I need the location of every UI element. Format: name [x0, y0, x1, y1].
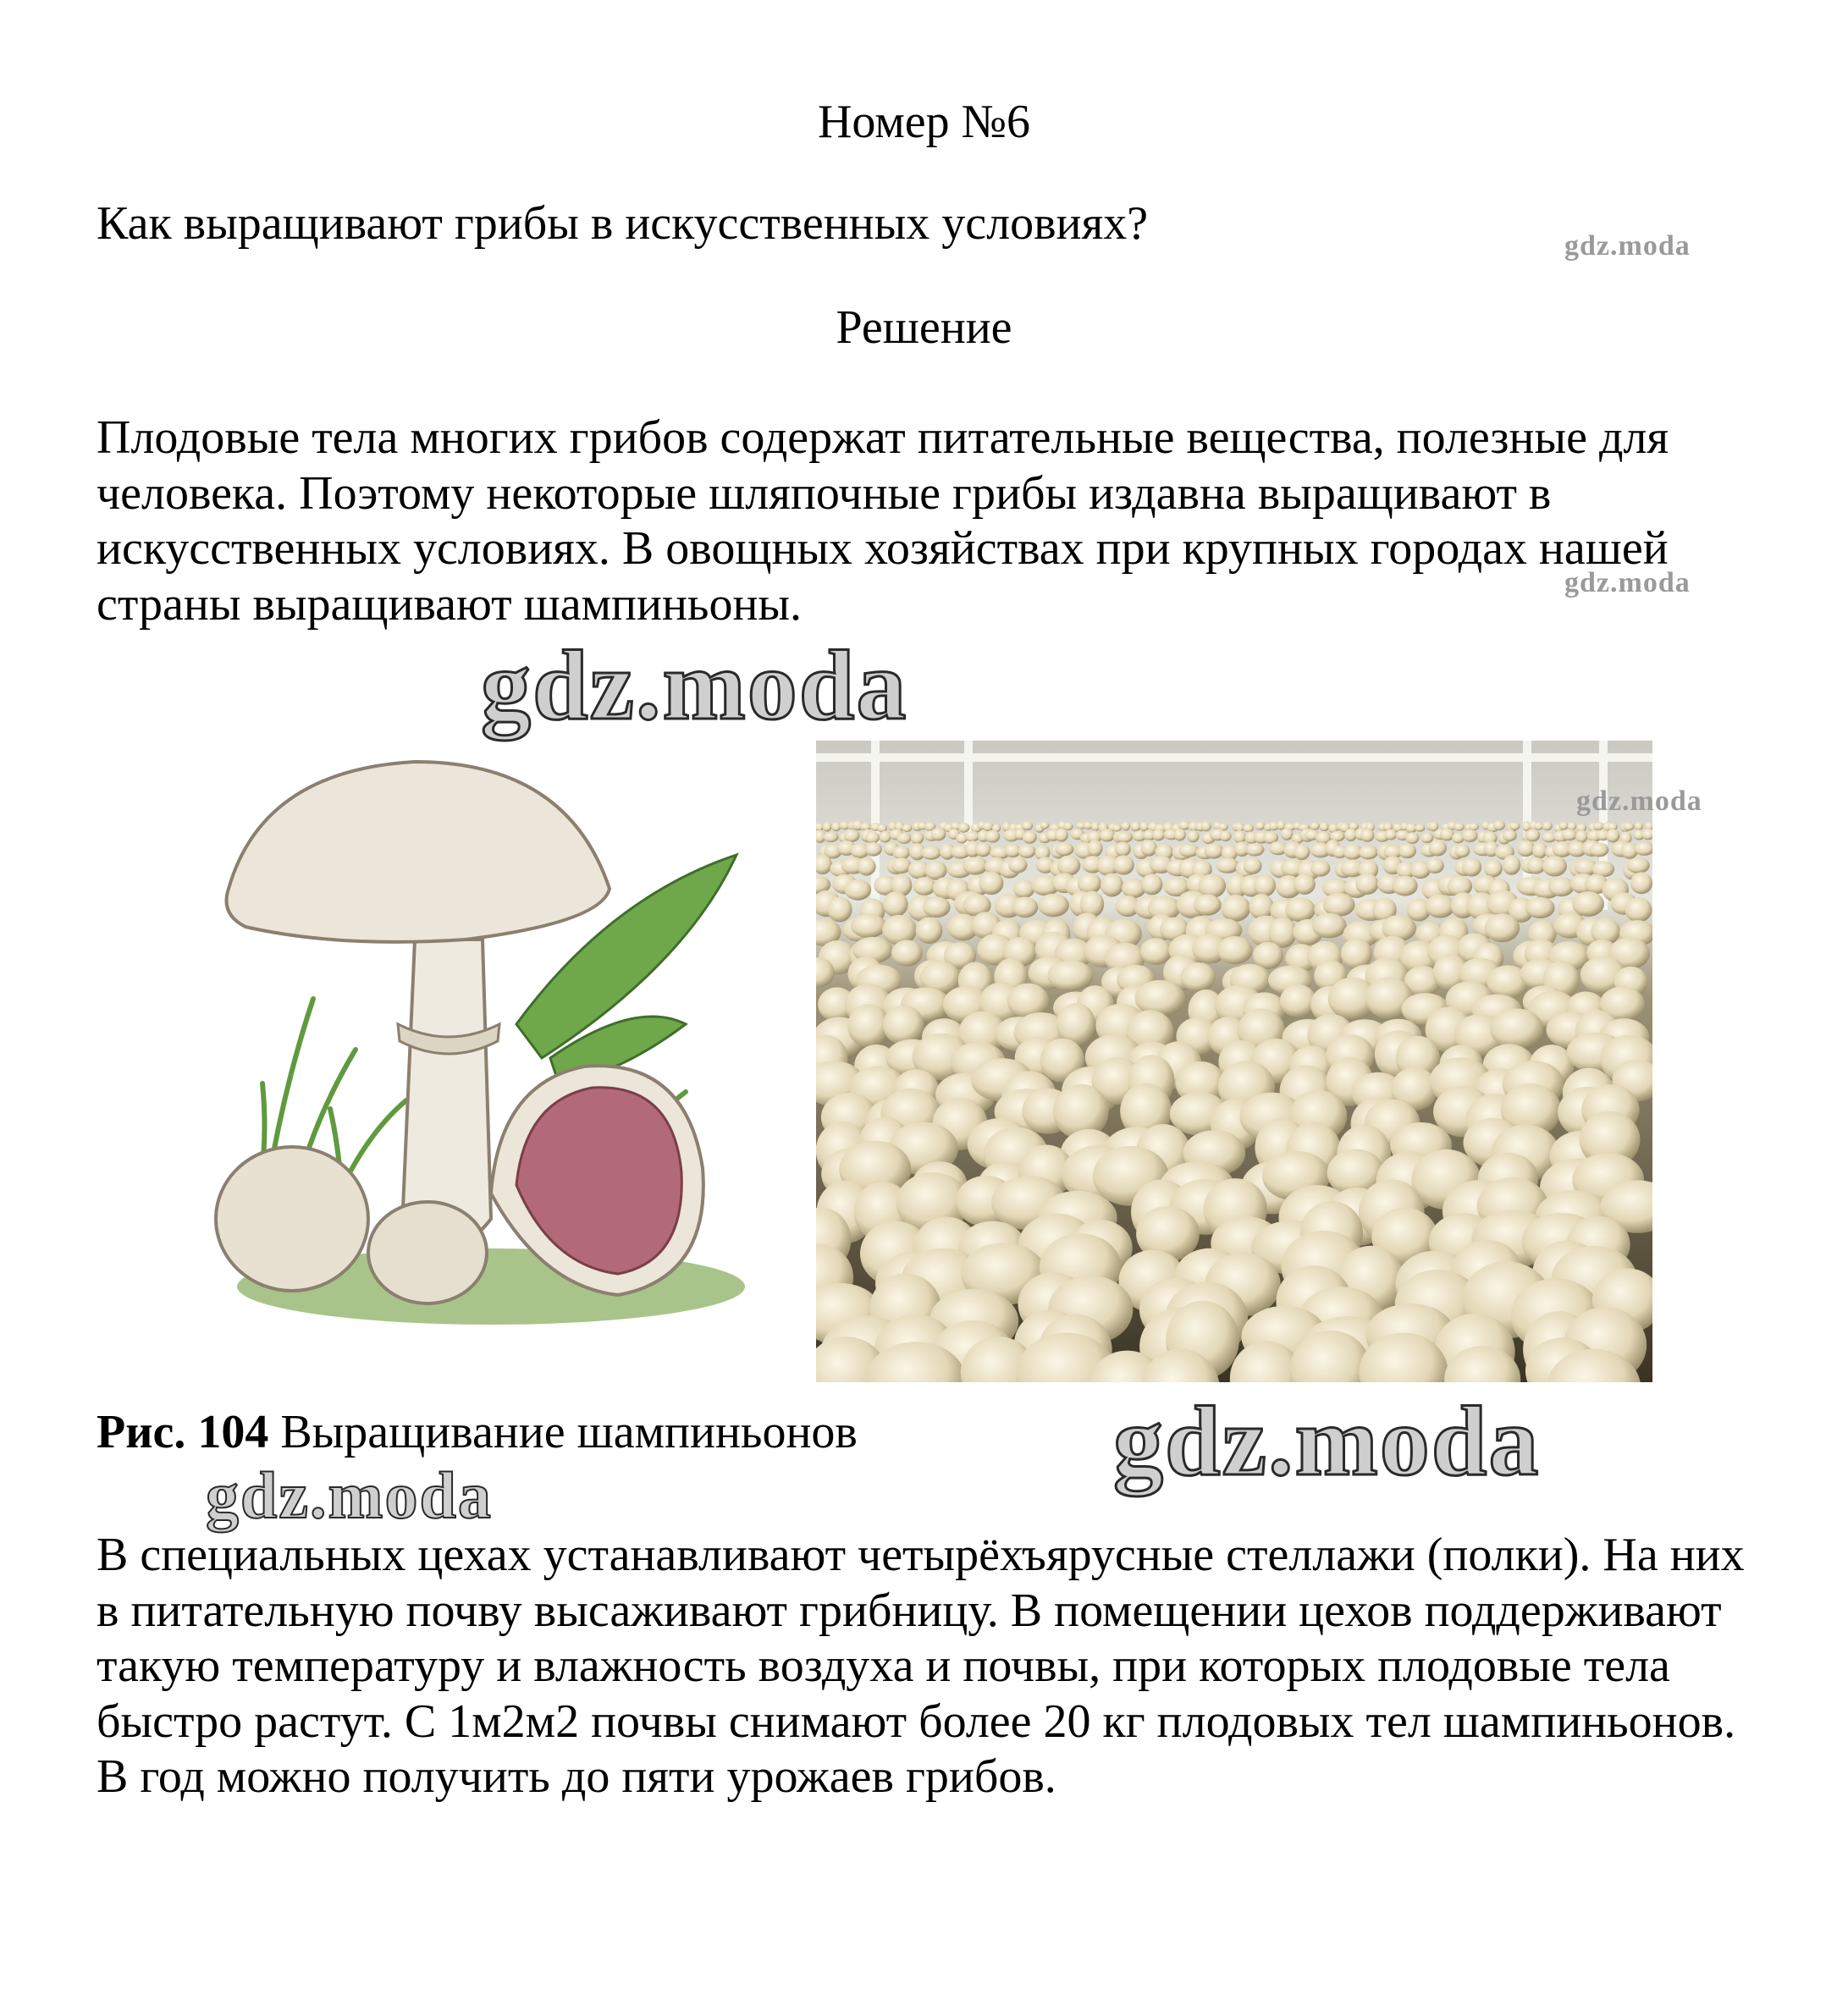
mushroom-cap-mark [1630, 872, 1652, 894]
mushroom-cap-mark [859, 823, 871, 831]
mushroom-cap-mark [1420, 832, 1433, 843]
mushroom-cap-mark [1312, 913, 1347, 939]
mushroom-farm-photo [816, 741, 1652, 1382]
mushroom-cap-mark [845, 879, 872, 901]
watermark: gdz.moda [481, 630, 908, 741]
mushroom-cap-mark [865, 842, 882, 857]
mushroom-cap-mark [1626, 857, 1650, 873]
mushroom-cap-mark [1426, 857, 1444, 873]
mushroom-cap-mark [1415, 824, 1425, 832]
mushroom-cap-mark [963, 857, 987, 874]
mushroom-cap-mark [1152, 829, 1165, 840]
mushroom-cap [227, 762, 610, 942]
figure-caption [97, 1405, 858, 1459]
farm-photo-drawing [816, 741, 1652, 1382]
mushroom-cap-mark [1517, 840, 1535, 857]
mushroom-cap-mark [1216, 936, 1252, 964]
watermark: gdz.moda [1564, 230, 1691, 262]
mushroom-illustration [212, 745, 787, 1354]
mushroom-cap-mark [1245, 843, 1264, 856]
mushroom-cap-mark [1018, 845, 1036, 858]
mushroom-cap-mark [1572, 891, 1604, 917]
mushroom-cap-mark [1490, 1009, 1543, 1050]
mushroom-cap-mark [1606, 829, 1619, 843]
mushroom-cap-mark [1040, 822, 1050, 829]
mushroom-cap-mark [1625, 897, 1652, 923]
mushroom-cap-mark [1406, 832, 1420, 844]
mushroom-cap-mark [1393, 876, 1418, 896]
mushroom-cap-mark [1244, 857, 1262, 874]
mushroom-cap-mark [1057, 856, 1081, 876]
mushroom-cap-mark [1122, 822, 1130, 831]
mushroom-cap-mark [1525, 829, 1540, 841]
mushroom-cap-mark [1623, 823, 1634, 830]
mushroom-cap-mark [1310, 822, 1320, 830]
small-mushroom-left [216, 1147, 368, 1291]
mushroom-cap-mark [1385, 829, 1397, 840]
mushroom-cap-mark [1038, 894, 1069, 918]
mushroom-cap-mark [1243, 824, 1254, 832]
mushroom-cap-mark [958, 823, 970, 833]
mushroom-cap-mark [891, 940, 923, 967]
mushroom-cap-mark [1285, 897, 1316, 922]
mushroom-cap-mark [1280, 984, 1316, 1017]
mushroom-cap-mark [823, 822, 832, 832]
mushroom-cap-mark [1174, 829, 1186, 841]
mushroom-cap-mark [1178, 844, 1199, 857]
mushroom-cap-mark [1562, 829, 1578, 840]
watermark: gdz.moda [206, 1458, 493, 1532]
mushroom-cap-mark [1509, 823, 1520, 830]
mushroom-cap-mark [1113, 855, 1134, 874]
mushroom-cap-mark [1454, 823, 1465, 831]
mushroom-cap-mark [893, 846, 910, 860]
mushroom-cap-mark [1462, 829, 1477, 842]
mushroom-cap-mark [1593, 822, 1604, 830]
mushroom-cap-mark [1310, 861, 1330, 877]
mushroom-cap-mark [1294, 873, 1316, 895]
mushroom-cap-mark [1204, 843, 1223, 859]
mushroom-cap-mark [1281, 828, 1293, 840]
mushroom-cap-mark [1548, 877, 1574, 896]
mushroom-cap-mark [1012, 897, 1039, 918]
mushroom-cap-mark [1320, 822, 1329, 831]
mushroom-cap-mark [1201, 821, 1211, 831]
watermark: gdz.moda [1564, 567, 1691, 598]
mushroom-cap-mark [1088, 840, 1103, 857]
mushroom-cap-mark [1542, 856, 1567, 876]
body-paragraph: В специальных цехах устанавливают четырёхъярусные стеллажи (полки). На них в питательную почву высаживают грибницу. В помещении цехов поддерживают такую температуру и влажность воздуха и почвы, при которых плодовые тела быстро растут. С 1м2м2 почвы снимают более 20 кг плодовых тел шампиньонов. В год можно получить до пяти урожаев грибов. [97, 1529, 1745, 1803]
mushroom-cap-mark [1503, 829, 1517, 841]
mushroom-cap-mark [1140, 938, 1172, 965]
mushroom-cap-mark [1249, 894, 1273, 920]
mushroom-cap-mark [1429, 821, 1439, 831]
mushroom-cap-mark [913, 877, 936, 896]
question-text: Как выращивают грибы в искусственных условиях? [97, 197, 1149, 250]
mushroom-cap-mark [1590, 843, 1609, 857]
mushroom-cap-mark [1141, 873, 1163, 895]
mushroom-cap-mark [985, 830, 1000, 843]
mushroom-cap-mark [1534, 822, 1543, 830]
mushroom-cap-mark [883, 891, 908, 917]
small-mushroom-middle [368, 1202, 487, 1303]
mushroom-cap-mark [1462, 857, 1481, 876]
mushroom-cap-mark [1525, 897, 1555, 918]
mushroom-cap-mark [923, 896, 950, 918]
mushroom-cap-mark [1254, 874, 1276, 896]
mushroom-cap-mark [1575, 830, 1587, 843]
mushroom-cap-mark [1294, 845, 1310, 860]
mushroom-cap-mark [1323, 893, 1355, 917]
mushroom-cap-mark [1135, 980, 1185, 1017]
mushroom-cap-mark [1194, 895, 1222, 916]
mushroom-cap-mark [1360, 829, 1374, 842]
mushroom-cap-mark [965, 831, 979, 842]
mushroom-cap-mark [1101, 873, 1123, 897]
mushroom-cap-mark [916, 918, 943, 945]
mushroom-cap-mark [1216, 857, 1239, 873]
mushroom-cap-mark [911, 832, 924, 845]
figure-label: Рис. 104 [97, 1406, 269, 1458]
mushroom-cap-mark [979, 872, 1004, 895]
mushroom-cap-mark [1055, 829, 1068, 842]
mushroom-cap-mark [1355, 873, 1378, 895]
mushroom-cap-mark [1454, 845, 1470, 858]
mushroom-cap-mark [831, 822, 841, 831]
mushroom-cap-mark [865, 831, 880, 844]
mushroom-cap-mark [1112, 824, 1122, 832]
solution-heading: Решение [836, 301, 1012, 354]
champignon-drawing [212, 745, 787, 1354]
mushroom-cap-mark [1063, 822, 1073, 830]
mushroom-cap-mark [851, 914, 886, 938]
mushroom-cap-mark [1187, 830, 1199, 843]
mushroom-cap-mark [1100, 829, 1115, 841]
mushroom-stem [402, 940, 491, 1246]
mushroom-cap-mark [930, 828, 946, 841]
mushroom-cap-mark [1398, 843, 1416, 858]
mushroom-cap-mark [1047, 961, 1093, 991]
mushroom-cap-mark [1115, 842, 1131, 857]
intro-paragraph: Плодовые тела многих грибов содержат питательные вещества, полезные для человека. Поэтому некоторые шляпочные грибы издавна выращивают в искусственных условиях. В овощных хозяйствах при крупных городах нашей страны выращивают шампиньоны. [97, 411, 1669, 631]
mushroom-cap-mark [1429, 840, 1447, 856]
mushroom-cap-mark [1255, 822, 1266, 830]
mushroom-cap-mark [1559, 822, 1569, 830]
mushroom-cap-mark [921, 846, 941, 860]
watermark: gdz.moda [1113, 1386, 1541, 1496]
figure-caption-text: Выращивание шампиньонов [268, 1406, 858, 1458]
mushroom-cap-mark [1484, 860, 1503, 878]
mushroom-cap-mark [1532, 842, 1547, 859]
mushroom-cap-mark [1013, 879, 1034, 898]
mushroom-cap-mark [823, 832, 838, 842]
mushroom-cap-mark [1221, 895, 1250, 922]
mushroom-cap-mark [827, 896, 852, 922]
mushroom-cap-mark [975, 842, 991, 857]
mushroom-cap-mark [1542, 822, 1553, 831]
mushroom-cap-mark [1023, 831, 1037, 844]
mushroom-cap-mark [883, 1006, 924, 1044]
mushroom-beds [816, 820, 1652, 1382]
page-title: Номер №6 [817, 96, 1031, 148]
watermark: gdz.moda [1576, 785, 1702, 817]
mushroom-cap-mark [1141, 840, 1157, 857]
mushroom-cap-mark [1180, 962, 1215, 991]
mushroom-cap-mark [858, 857, 876, 876]
mushroom-cap-mark [1359, 846, 1378, 860]
mushroom-cap-mark [1485, 913, 1520, 942]
mushroom-cap-mark [1055, 842, 1073, 856]
mushroom-cap-mark [896, 833, 911, 844]
mushroom-cap-mark [1091, 822, 1100, 831]
mushroom-cap-mark [1493, 820, 1505, 830]
mushroom-cap-mark [1008, 857, 1027, 873]
mushroom-cap-mark [1022, 821, 1033, 830]
mushroom-cap-mark [1130, 822, 1140, 832]
mushroom-cap-mark [1233, 830, 1246, 843]
mushroom-cap-mark [983, 822, 994, 831]
mushroom-cap-mark [1117, 832, 1133, 843]
mushroom-cap-mark [1635, 822, 1643, 830]
mushroom-cap-mark [902, 824, 912, 832]
mushroom-cap-mark [1425, 895, 1454, 918]
mushroom-cap-mark [880, 831, 891, 843]
mushroom-cap-mark [844, 829, 860, 842]
mushroom-cap-mark [1503, 855, 1520, 875]
mushroom-cap-mark [1220, 831, 1232, 842]
